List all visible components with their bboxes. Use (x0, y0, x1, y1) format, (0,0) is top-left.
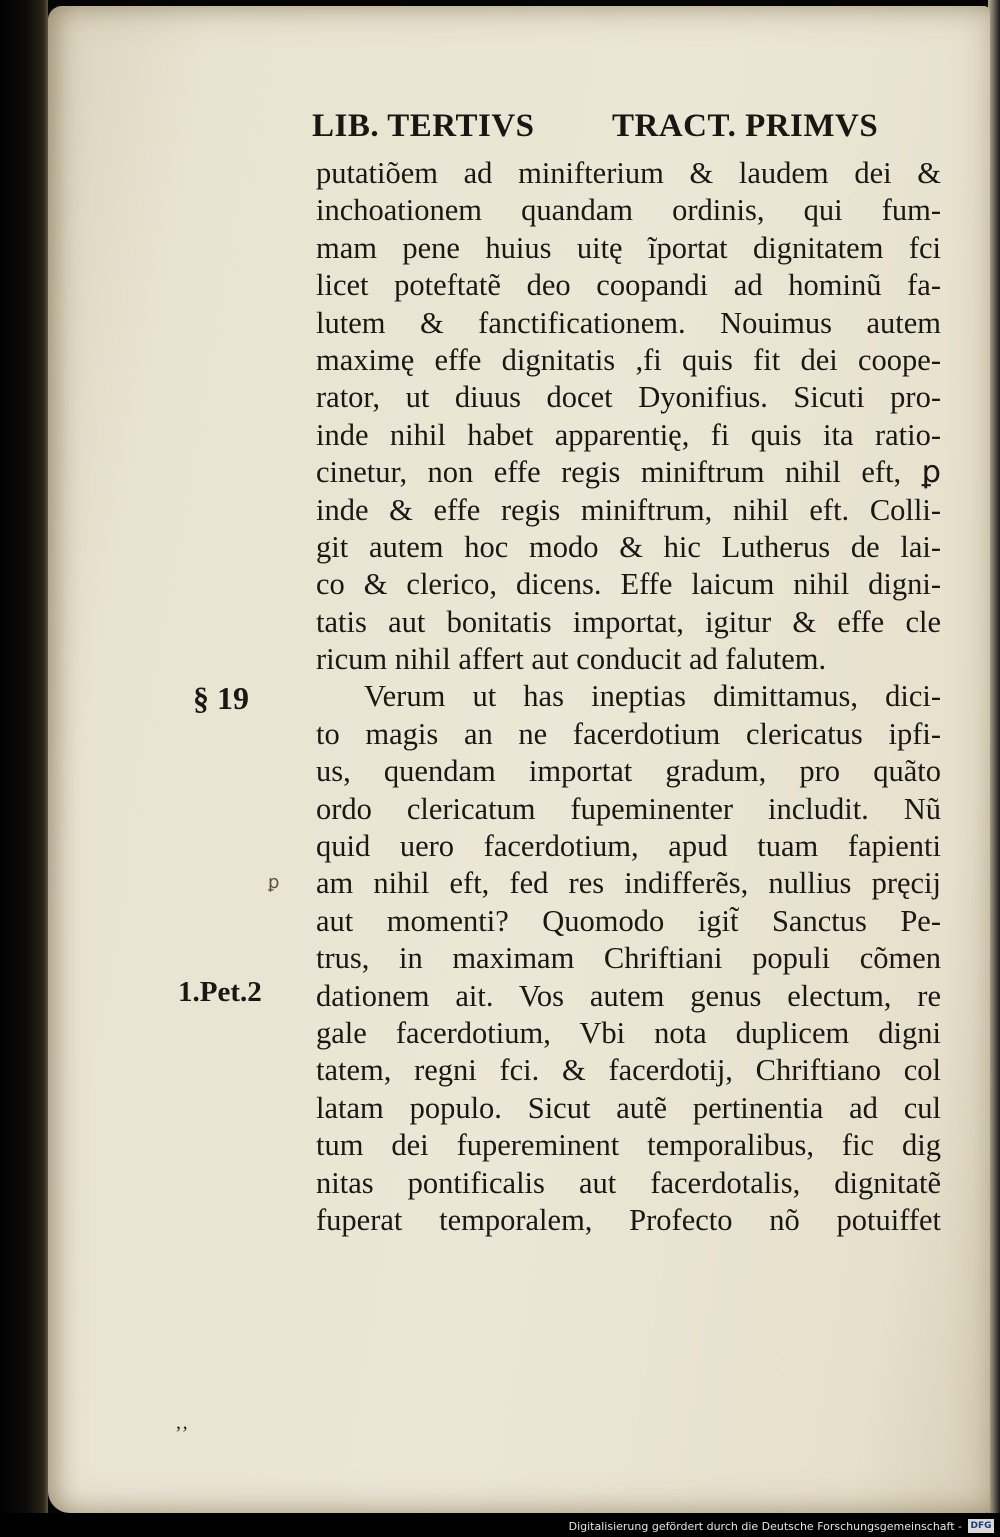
text-line: licet poteftatẽ deo coopandi ad hominũ fa- (316, 268, 941, 303)
footer-bar (0, 1513, 1000, 1537)
text-line: git autem hoc modo & hic Lutherus de lai- (316, 529, 941, 564)
text-line: dationem ait. Vos autem genus electum, re (316, 978, 941, 1013)
text-line: latam populo. Sicut autẽ pertinentia ad cul (316, 1090, 941, 1125)
text-line: lutem & fanctificationem. Nouimus autem (316, 305, 941, 340)
text-line: tatis aut bonitatis importat, igitur & effe cle (316, 604, 941, 639)
body-text (316, 155, 941, 1239)
text-line: inde & effe regis miniftrum, nihil eft. Colli- (316, 492, 941, 527)
text-line: fuperat temporalem, Profecto nõ potuiffet (316, 1202, 941, 1237)
text-line: rator, ut diuus docet Dyonifius. Sicuti pro- (316, 380, 941, 415)
dfg-logo: DFG (968, 1519, 994, 1533)
funding-credit: Digitalisierung gefördert durch die Deutsche Forschungsgemeinschaft - (568, 1520, 962, 1533)
text-line: putatiõem ad minifterium & laudem dei & (316, 156, 941, 190)
text-line: Verum ut has ineptias dimittamus, dici- (364, 679, 941, 714)
text-line: ricum nihil affert aut conducit ad falutem. (316, 642, 827, 677)
text-line: cinetur, non effe regis miniftrum nihil eft, ꝑ (316, 455, 941, 490)
text-line: tatem, regni fci. & facerdotij, Chriftiano col (316, 1053, 941, 1088)
text-line: aut momenti? Quomodo igit̃ Sanctus Pe- (316, 903, 941, 938)
text-line: ordo clericatum fupeminenter includit. Nũ (316, 791, 941, 826)
text-line: gale facerdotium, Vbi nota duplicem digni (316, 1015, 941, 1050)
text-line: mam pene huius uitę ĩportat dignitatem fci (316, 230, 941, 265)
text-line: inde nihil habet apparentię, fi quis ita ratio- (316, 417, 941, 452)
text-line: tum dei fupereminent temporalibus, fic dig (316, 1128, 941, 1163)
header-tract: TRACT. PRIMVS (612, 108, 879, 144)
running-header (312, 108, 940, 148)
text-line: trus, in maximam Chriftiani populi cõmen (316, 941, 941, 976)
text-line: us, quendam importat gradum, pro quãto (316, 754, 941, 789)
text-line: quid uero facerdotium, apud tuam fapienti (316, 829, 941, 864)
margin-bible-reference: 1.Pet.2 (178, 976, 262, 1008)
margin-mark: ꝑ (268, 872, 280, 892)
book-spine (0, 0, 48, 1537)
margin-section-number: § 19 (193, 680, 249, 716)
header-book: LIB. TERTIVS (312, 108, 535, 144)
ink-smudge: ʼʼ (175, 1423, 189, 1445)
text-line: am nihil eft, fed res indifferẽs, nullius pręcij (316, 866, 941, 901)
text-line: maximę effe dignitatis ,fi quis fit dei coope- (316, 342, 941, 377)
text-line: co & clerico, dicens. Effe laicum nihil digni- (316, 567, 941, 602)
text-line: inchoationem quandam ordinis, qui fum- (316, 193, 941, 228)
text-line: to magis an ne facerdotium clericatus ipfi- (316, 716, 941, 751)
text-line: nitas pontificalis aut facerdotalis, dignitatẽ (316, 1165, 941, 1200)
